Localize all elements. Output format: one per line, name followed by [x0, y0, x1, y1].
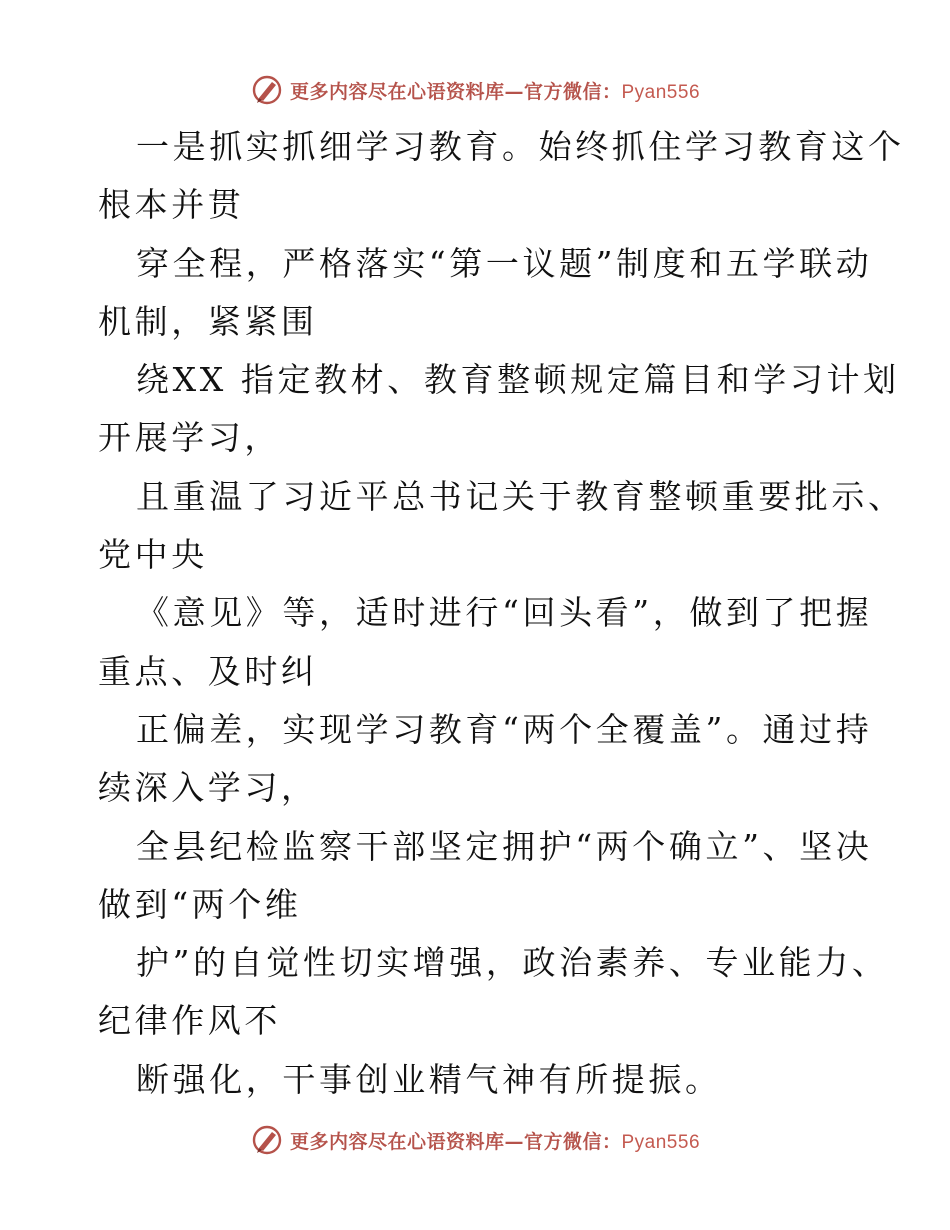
text-line: 全县纪检监察干部坚定拥护“两个确立”、坚决 — [136, 826, 873, 866]
text-line: 穿全程，严格落实“第一议题”制度和五学联动 — [136, 243, 873, 283]
text-line: 断强化，干事创业精气神有所提振。 — [136, 1059, 722, 1099]
text-line: 纪律作风不 — [98, 1001, 281, 1041]
text-line: 重点、及时纠 — [98, 651, 318, 691]
text-line: 护”的自觉性切实增强，政治素养、专业能力、 — [136, 943, 889, 983]
text-line: 一是抓实抓细学习教育。始终抓住学习教育这个 — [136, 127, 905, 166]
watermark-account: Pyan556 — [621, 81, 701, 103]
text-line: 做到“两个维 — [98, 884, 302, 924]
text-line: 《意见》等，适时进行“回头看”，做到了把握 — [136, 593, 873, 633]
text-line: 根本并贯 — [98, 185, 245, 225]
pen-logo-icon — [250, 1123, 284, 1157]
text-line: 正偏差，实现学习教育“两个全覆盖”。通过持 — [136, 709, 873, 749]
text-line: 绕XX 指定教材、教育整顿规定篇目和学习计划 — [136, 360, 900, 400]
header-watermark — [0, 72, 950, 108]
text-line: 且重温了习近平总书记关于教育整顿重要批示、 — [136, 476, 905, 516]
text-line: 开展学习， — [98, 418, 281, 458]
text-line: 党中央 — [98, 535, 208, 575]
text-line: 续深入学习， — [98, 768, 318, 808]
pen-logo-icon — [250, 73, 284, 107]
watermark-text: 更多内容尽在心语资料库—官方微信： — [289, 1130, 622, 1153]
watermark-account: Pyan556 — [621, 1131, 701, 1153]
text-line: 机制，紧紧围 — [98, 301, 318, 341]
footer-watermark — [0, 1122, 950, 1158]
document-body — [98, 118, 905, 1109]
watermark-text: 更多内容尽在心语资料库—官方微信： — [289, 80, 622, 103]
